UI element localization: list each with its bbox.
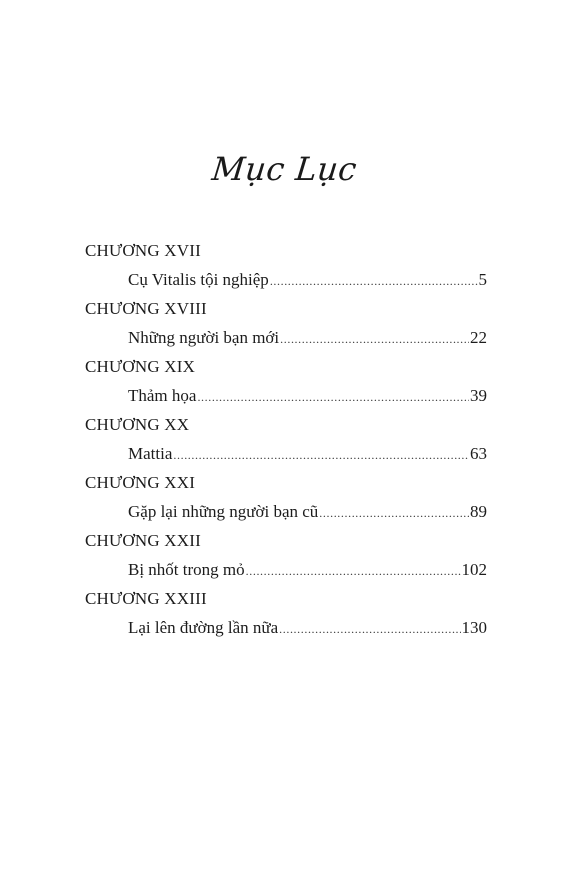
chapter-heading: CHƯƠNG XIX (85, 357, 196, 376)
dot-leader (197, 383, 469, 412)
page-number: 102 (461, 560, 487, 579)
entry-title: Gặp lại những người bạn cũ (128, 502, 319, 521)
entry-title: Mattia (128, 444, 173, 463)
toc-entry[interactable] (85, 613, 487, 642)
toc-entry[interactable] (85, 439, 487, 468)
dot-leader (173, 441, 469, 470)
dot-leader (279, 615, 460, 644)
dot-leader (319, 499, 469, 528)
toc-entry[interactable] (85, 265, 487, 294)
chapter-heading: CHƯƠNG XXIII (85, 589, 207, 608)
page-number: 63 (470, 444, 487, 463)
toc-title: Mục Lục (210, 150, 359, 188)
page-number: 22 (470, 328, 487, 347)
page-number: 89 (470, 502, 487, 521)
dot-leader (246, 557, 461, 586)
dot-leader (270, 267, 478, 296)
entry-title: Lại lên đường lần nữa (128, 618, 279, 637)
entry-title: Cụ Vitalis tội nghiệp (128, 270, 269, 289)
chapter-heading: CHƯƠNG XX (85, 415, 190, 434)
entry-title: Những người bạn mới (128, 328, 280, 347)
toc-entry[interactable] (85, 381, 487, 410)
toc-entry[interactable] (85, 555, 487, 584)
chapter-heading: CHƯƠNG XVIII (85, 299, 207, 318)
chapter-heading: CHƯƠNG XVII (85, 241, 201, 260)
toc-entry[interactable] (85, 497, 487, 526)
chapter-heading: CHƯƠNG XXI (85, 473, 196, 492)
page-number: 39 (470, 386, 487, 405)
entry-title: Bị nhốt trong mỏ (128, 560, 245, 579)
page-number: 130 (461, 618, 487, 637)
page-number: 5 (478, 270, 487, 289)
toc-entry[interactable] (85, 323, 487, 352)
dot-leader (280, 325, 469, 354)
entry-title: Thảm họa (128, 386, 197, 405)
chapter-heading: CHƯƠNG XXII (85, 531, 201, 550)
table-of-contents (85, 236, 487, 642)
